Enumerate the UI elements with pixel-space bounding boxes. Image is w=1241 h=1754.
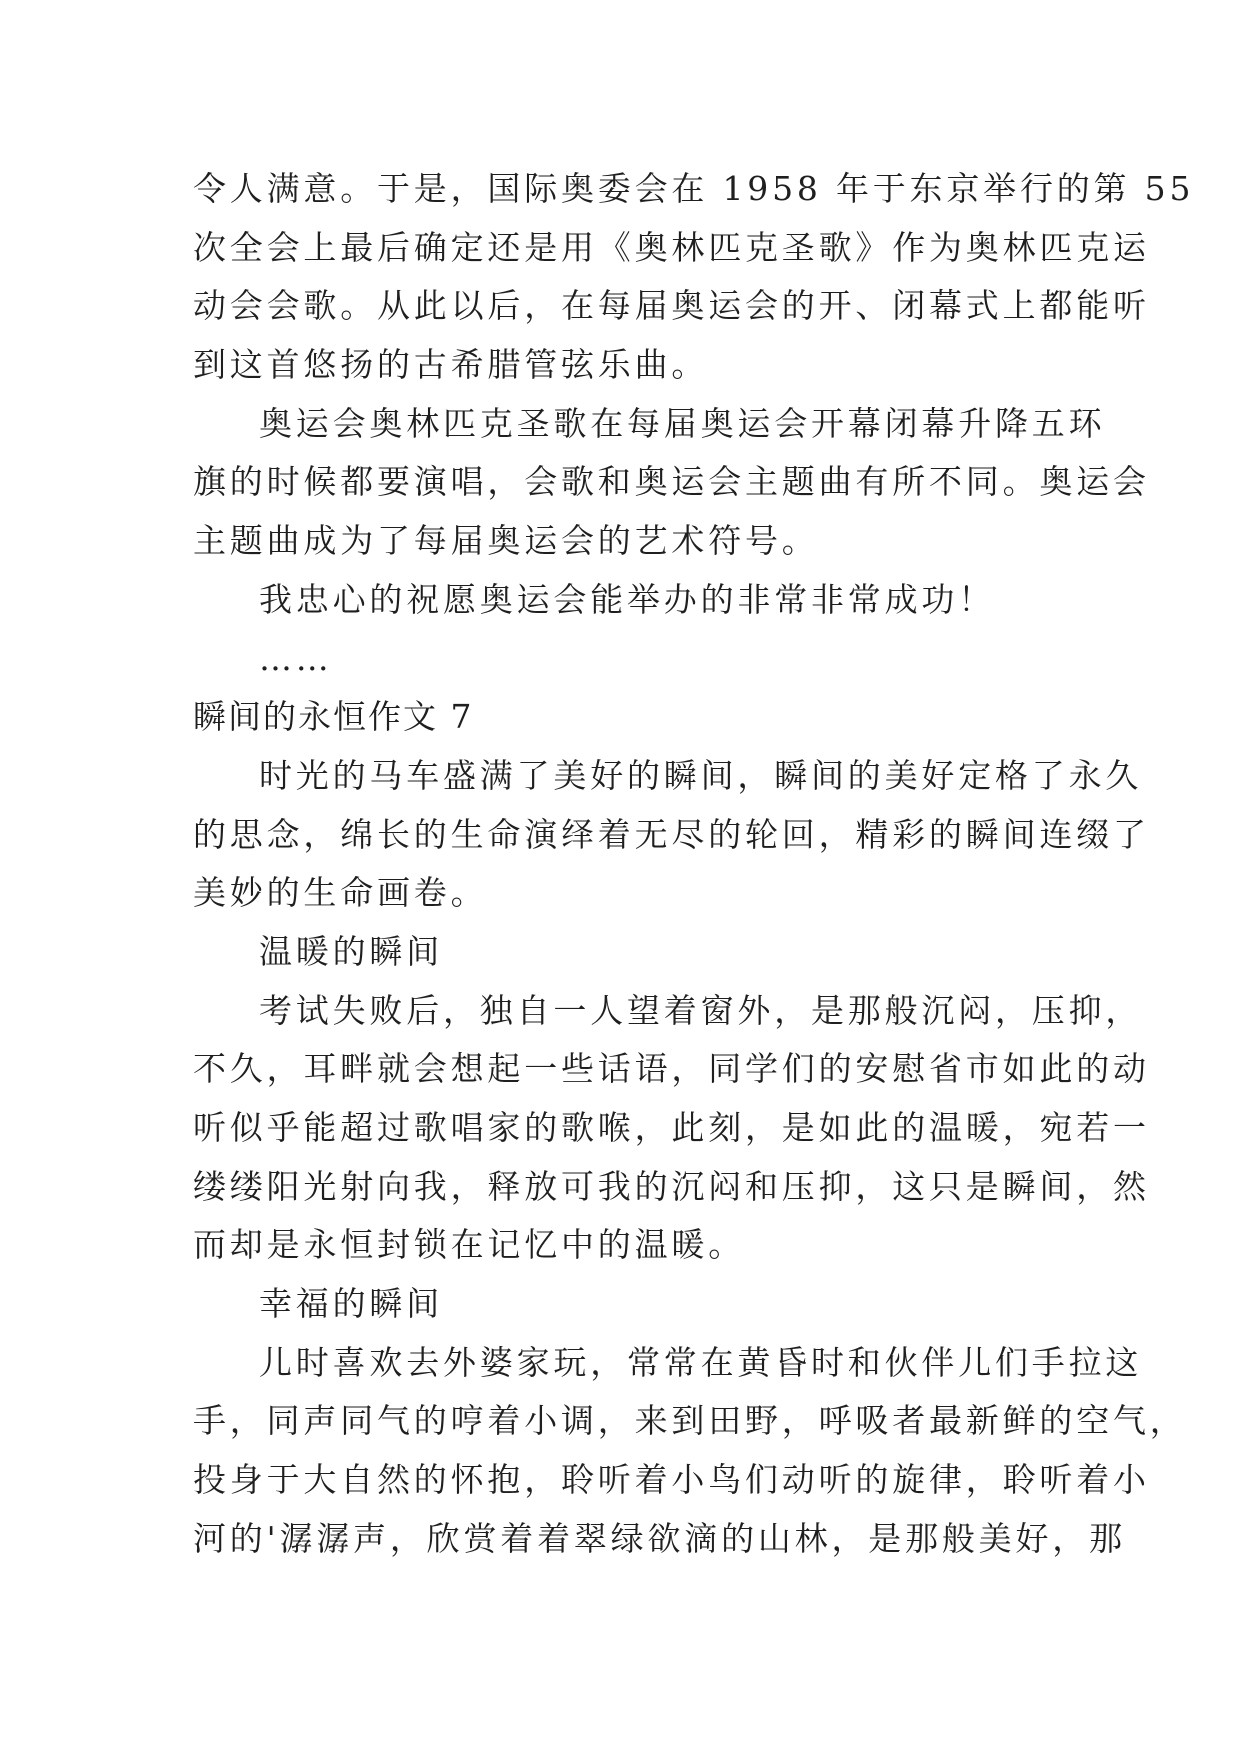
section-heading: 瞬间的永恒作文 7 [193,697,474,737]
paragraph-first-line: 奥运会奥林匹克圣歌在每届奥运会开幕闭幕升降五环 [259,403,1106,443]
text-line: 听似乎能超过歌唱家的歌喉，此刻，是如此的温暖，宛若一 [193,1108,1150,1147]
text-line: 而却是永恒封锁在记忆中的温暖。 [193,1225,745,1265]
subheading: 温暖的瞬间 [259,931,443,971]
text-line: 动会会歌。从此以后，在每届奥运会的开、闭幕式上都能听 [193,286,1150,326]
paragraph-first-line: 儿时喜欢去外婆家玩，常常在黄昏时和伙伴儿们手拉这 [259,1342,1143,1382]
text-line: 河的'潺潺声，欣赏着着翠绿欲滴的山林，是那般美好，那 [193,1518,1126,1558]
paragraph-first-line: 时光的马车盛满了美好的瞬间，瞬间的美好定格了永久 [259,755,1143,795]
text-line: 缕缕阳光射向我，释放可我的沉闷和压抑，这只是瞬间，然 [193,1166,1150,1206]
text-line: 的思念，绵长的生命演绎着无尽的轮回，精彩的瞬间连缀了 [193,814,1150,854]
document-page [193,160,1195,1569]
text-line: 投身于大自然的怀抱，聆听着小鸟们动听的旋律，聆听着小 [193,1460,1150,1500]
text-line: 手，同声同气的哼着小调，来到田野，呼吸者最新鲜的空气， [193,1401,1187,1441]
ellipsis-line: …… [259,638,333,678]
text-line: 不久，耳畔就会想起一些话语，同学们的安慰省市如此的动 [193,1049,1150,1089]
paragraph-first-line: 考试失败后，独自一人望着窗外，是那般沉闷，压抑， [259,990,1143,1030]
text-line: 旗的时候都要演唱，会歌和奥运会主题曲有所不同。奥运会 [193,462,1150,502]
subheading: 幸福的瞬间 [259,1284,443,1324]
text-line: 主题曲成为了每届奥运会的艺术符号。 [193,521,819,561]
text-line: 到这首悠扬的古希腊管弦乐曲。 [193,345,709,385]
text-line: 令人满意。于是，国际奥委会在 1958 年于东京举行的第 55 [193,169,1195,208]
text-line: 次全会上最后确定还是用《奥林匹克圣歌》作为奥林匹克运 [193,227,1150,267]
paragraph-first-line: 我忠心的祝愿奥运会能举办的非常非常成功！ [259,579,995,619]
text-line: 美妙的生命画卷。 [193,873,488,913]
